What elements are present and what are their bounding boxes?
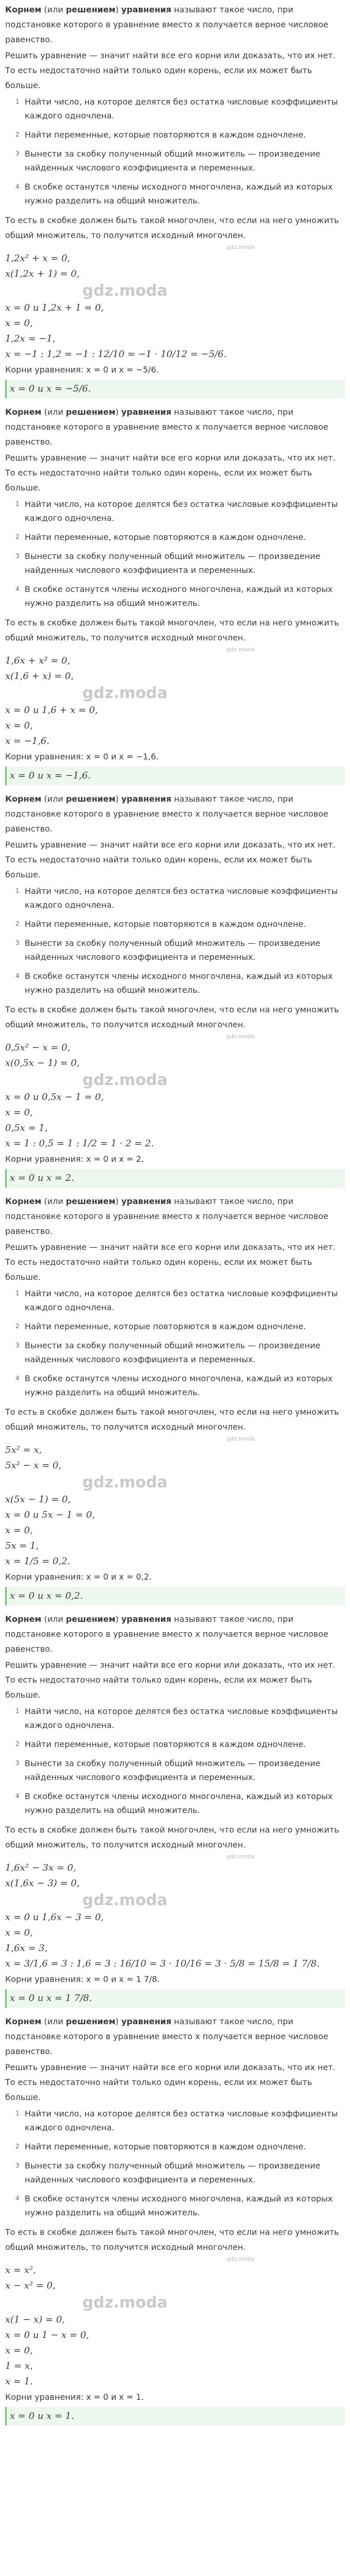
text-fragment: ) bbox=[115, 407, 121, 417]
step-item bbox=[16, 936, 345, 964]
roots-line: Корни уравнения: x = 0 и x = 0,2. bbox=[5, 1572, 152, 1582]
step-number: 1 bbox=[15, 500, 20, 507]
step-item bbox=[16, 582, 345, 610]
text-fragment: называют такое число, при подстановке которого в уравнение вместо x получается верное числовое равенство. bbox=[5, 1196, 328, 1236]
problem-block bbox=[0, 789, 350, 1192]
step-item bbox=[16, 530, 345, 544]
equation-line: x − x² = 0, bbox=[5, 2280, 56, 2291]
equation-line: 1,2x² + x = 0, bbox=[5, 253, 71, 264]
step-number: 3 bbox=[15, 1342, 20, 1349]
text-fragment: (или bbox=[41, 5, 66, 14]
roots-line: Корни уравнения: x = 0 и x = −5/6. bbox=[5, 365, 159, 375]
step-item bbox=[16, 147, 345, 175]
equation-line: x = 0 и 5x − 1 = 0, bbox=[5, 1510, 95, 1520]
text-fragment: (или bbox=[41, 2016, 66, 2026]
solve-paragraph: Решить уравнение — значит найти все его корни или доказать, что их нет. То есть недостаточно найти только один корень, если их может быть больше. bbox=[5, 453, 336, 493]
term-solution: решением bbox=[65, 1614, 116, 1624]
definition-paragraph bbox=[5, 1194, 345, 1239]
steps-list bbox=[5, 1704, 345, 1817]
text-fragment: называют такое число, при подстановке которого в уравнение вместо x получается верное числовое равенство. bbox=[5, 2016, 328, 2056]
equation-line: x = 0, bbox=[5, 1927, 33, 1938]
equation-line: 1,6x² − 3x = 0, bbox=[5, 1862, 76, 1873]
step-number: 4 bbox=[15, 585, 20, 592]
step-item bbox=[16, 2159, 345, 2187]
factor-paragraph: То есть в скобке должен быть такой многочлен, что если на него умножить общий множитель, то получится исходный многочлен. bbox=[5, 1407, 339, 1432]
equation-line: x = −1 : 1,2 = −1 : 12/10 = −1 · 10/12 = −5/6. bbox=[5, 349, 227, 360]
step-number: 4 bbox=[15, 972, 20, 979]
answer-box: x = 0 и x = 0,2. bbox=[5, 1587, 345, 1605]
equation-line: x = 3/1,6 = 3 : 1,6 = 3 : 16/10 = 3 · 10/16 = 3 · 5/8 = 15/8 = 1 7/8. bbox=[5, 1958, 320, 1969]
step-text: Найти число, на которое делятся без остатка числовые коэффициенты каждого одночлена. bbox=[25, 2109, 338, 2132]
step-text: Вынести за скобку полученный общий множитель — произведение найденных числового коэффициента и переменных. bbox=[25, 938, 321, 962]
roots-line: Корни уравнения: x = 0 и x = −1,6. bbox=[5, 752, 159, 761]
definition-paragraph bbox=[5, 2014, 345, 2059]
equation-line: x(1,6x − 3) = 0, bbox=[5, 1878, 80, 1889]
steps-list bbox=[5, 2107, 345, 2219]
watermark: gdz.moda bbox=[82, 282, 168, 300]
step-text: Найти переменные, которые повторяются в каждом одночлене. bbox=[25, 2142, 306, 2151]
equation-line: 5x² − x = 0, bbox=[5, 1460, 62, 1471]
step-number: 1 bbox=[15, 2110, 20, 2117]
step-text: В скобке останутся члены исходного многочлена, каждый из которых нужно разделить на общий множитель. bbox=[25, 971, 333, 995]
definition-paragraph bbox=[5, 791, 345, 836]
step-item bbox=[16, 497, 345, 525]
term-root: Корнем bbox=[5, 1614, 42, 1624]
step-item bbox=[16, 1737, 345, 1751]
problem-block bbox=[0, 2012, 350, 2430]
watermark-small: gdz.moda bbox=[226, 244, 255, 250]
answer-box: x = 0 и x = −1,6. bbox=[5, 767, 345, 785]
solve-paragraph: Решить уравнение — значит найти все его корни или доказать, что их нет. То есть недостаточно найти только один корень, если их может быть больше. bbox=[5, 50, 336, 90]
step-item bbox=[16, 1789, 345, 1817]
factor-paragraph: То есть в скобке должен быть такой многочлен, что если на него умножить общий множитель, то получится исходный многочлен. bbox=[5, 2227, 339, 2252]
step-item bbox=[16, 1371, 345, 1399]
step-text: Найти число, на которое делятся без остатка числовые коэффициенты каждого одночлена. bbox=[25, 1289, 338, 1312]
term-equation: уравнения bbox=[121, 794, 171, 804]
text-fragment: называют такое число, при подстановке которого в уравнение вместо x получается верное числовое равенство. bbox=[5, 1614, 328, 1654]
text-fragment: ) bbox=[115, 2016, 121, 2026]
term-equation: уравнения bbox=[121, 5, 171, 14]
equation-line: 1 = x, bbox=[5, 2361, 33, 2371]
equation-line: x = 1/5 = 0,2. bbox=[5, 1556, 71, 1567]
step-number: 1 bbox=[15, 98, 20, 105]
watermark: gdz.moda bbox=[82, 1071, 168, 1089]
watermark-small: gdz.moda bbox=[226, 2256, 255, 2262]
equation-line: 5x² = x, bbox=[5, 1445, 42, 1455]
step-number: 4 bbox=[15, 1792, 20, 1800]
step-text: Вынести за скобку полученный общий множитель — произведение найденных числового коэффициента и переменных. bbox=[25, 551, 321, 575]
equation-line: x = −1,6. bbox=[5, 736, 50, 747]
term-equation: уравнения bbox=[121, 1614, 171, 1624]
step-number: 2 bbox=[15, 131, 20, 138]
step-item bbox=[16, 884, 345, 912]
step-number: 2 bbox=[15, 920, 20, 927]
step-text: Найти переменные, которые повторяются в каждом одночлене. bbox=[25, 1321, 306, 1331]
watermark-small: gdz.moda bbox=[226, 1853, 255, 1860]
step-item bbox=[16, 2140, 345, 2154]
roots-line: Корни уравнения: x = 0 и x = 1 7/8. bbox=[5, 1974, 160, 1984]
steps-list bbox=[5, 95, 345, 208]
term-solution: решением bbox=[65, 2016, 116, 2026]
term-solution: решением bbox=[65, 1196, 116, 1206]
problem-block bbox=[0, 1609, 350, 2012]
step-text: Вынести за скобку полученный общий множитель — произведение найденных числового коэффициента и переменных. bbox=[25, 1758, 321, 1782]
step-text: Найти переменные, которые повторяются в каждом одночлене. bbox=[25, 532, 306, 542]
watermark-small: gdz.moda bbox=[226, 1033, 255, 1040]
step-item bbox=[16, 2107, 345, 2134]
step-text: Вынести за скобку полученный общий множитель — произведение найденных числового коэффициента и переменных. bbox=[25, 149, 321, 173]
factor-paragraph: То есть в скобке должен быть такой многочлен, что если на него умножить общий множитель, то получится исходный многочлен. bbox=[5, 215, 339, 240]
solve-paragraph: Решить уравнение — значит найти все его корни или доказать, что их нет. То есть недостаточно найти только один корень, если их может быть больше. bbox=[5, 1660, 336, 1700]
step-text: Найти число, на которое делятся без остатка числовые коэффициенты каждого одночлена. bbox=[25, 97, 338, 121]
step-number: 4 bbox=[15, 1375, 20, 1382]
step-text: Найти число, на которое делятся без остатка числовые коэффициенты каждого одночлена. bbox=[25, 886, 338, 910]
step-number: 3 bbox=[15, 939, 20, 946]
text-fragment: ) bbox=[115, 1614, 121, 1624]
watermark: gdz.moda bbox=[82, 1891, 168, 1909]
step-number: 4 bbox=[15, 183, 20, 190]
term-root: Корнем bbox=[5, 5, 42, 14]
equation-line: 0,5x = 1, bbox=[5, 1123, 48, 1133]
equation-line: x = 0 и 1,6x − 3 = 0, bbox=[5, 1912, 104, 1923]
step-text: В скобке останутся члены исходного многочлена, каждый из которых нужно разделить на общий множитель. bbox=[25, 2194, 333, 2217]
step-item bbox=[16, 1704, 345, 1732]
step-item bbox=[16, 1319, 345, 1333]
factor-paragraph: То есть в скобке должен быть такой многочлен, что если на него умножить общий множитель, то получится исходный многочлен. bbox=[5, 618, 339, 642]
equation-line: x = x², bbox=[5, 2265, 36, 2276]
term-solution: решением bbox=[65, 407, 116, 417]
solve-paragraph: Решить уравнение — значит найти все его корни или доказать, что их нет. То есть недостаточно найти только один корень, если их может быть больше. bbox=[5, 1242, 336, 1282]
step-number: 2 bbox=[15, 1323, 20, 1330]
definition-paragraph bbox=[5, 2, 345, 47]
step-text: Вынести за скобку полученный общий множитель — произведение найденных числового коэффициента и переменных. bbox=[25, 2161, 321, 2184]
equation-line: x = 0 и 1,2x + 1 = 0, bbox=[5, 302, 104, 313]
step-item bbox=[16, 2192, 345, 2219]
text-fragment: называют такое число, при подстановке которого в уравнение вместо x получается верное числовое равенство. bbox=[5, 5, 328, 44]
equation-line: x = 0, bbox=[5, 2345, 33, 2356]
equation-line: x = 0, bbox=[5, 1525, 33, 1536]
roots-line: Корни уравнения: x = 0 и x = 1. bbox=[5, 2392, 144, 2402]
step-text: В скобке останутся члены исходного многочлена, каждый из которых нужно разделить на общий множитель. bbox=[25, 182, 333, 206]
step-number: 3 bbox=[15, 552, 20, 560]
step-number: 4 bbox=[15, 2195, 20, 2202]
step-number: 3 bbox=[15, 2162, 20, 2169]
answer-box: x = 0 и x = 1. bbox=[5, 2407, 345, 2426]
step-item bbox=[16, 1286, 345, 1314]
step-item bbox=[16, 1338, 345, 1366]
problem-block bbox=[0, 0, 350, 402]
equation-line: 1,2x = −1, bbox=[5, 333, 56, 344]
term-root: Корнем bbox=[5, 794, 42, 804]
step-text: Вынести за скобку полученный общий множитель — произведение найденных числового коэффициента и переменных. bbox=[25, 1341, 321, 1364]
equation-line: x = 0, bbox=[5, 1107, 33, 1118]
step-text: Найти переменные, которые повторяются в каждом одночлене. bbox=[25, 919, 306, 929]
term-root: Корнем bbox=[5, 407, 42, 417]
watermark-small: gdz.moda bbox=[226, 646, 255, 653]
problem-block bbox=[0, 402, 350, 789]
equation-line: x(1,6 + x) = 0, bbox=[5, 671, 74, 682]
term-equation: уравнения bbox=[121, 2016, 171, 2026]
term-equation: уравнения bbox=[121, 1196, 171, 1206]
equation-line: x = 1 : 0,5 = 1 : 1/2 = 1 · 2 = 2. bbox=[5, 1138, 154, 1149]
equation-line: x(0,5x − 1) = 0, bbox=[5, 1058, 80, 1069]
watermark-small: gdz.moda bbox=[226, 1435, 255, 1442]
text-fragment: ) bbox=[115, 794, 121, 804]
equation-line: x = 0 и 1 − x = 0, bbox=[5, 2330, 89, 2341]
equation-line: x = 0 и 1,6 + x = 0, bbox=[5, 705, 98, 716]
answer-box: x = 0 и x = 2. bbox=[5, 1169, 345, 1188]
text-fragment: (или bbox=[41, 1614, 66, 1624]
step-number: 1 bbox=[15, 887, 20, 894]
step-text: В скобке останутся члены исходного многочлена, каждый из которых нужно разделить на общий множитель. bbox=[25, 1791, 333, 1815]
step-number: 2 bbox=[15, 2143, 20, 2150]
step-number: 1 bbox=[15, 1707, 20, 1715]
step-number: 2 bbox=[15, 533, 20, 540]
term-solution: решением bbox=[65, 794, 116, 804]
step-text: Найти число, на которое делятся без остатка числовые коэффициенты каждого одночлена. bbox=[25, 499, 338, 523]
solve-paragraph: Решить уравнение — значит найти все его корни или доказать, что их нет. То есть недостаточно найти только один корень, если их может быть больше. bbox=[5, 2062, 336, 2102]
answer-box: x = 0 и x = 1 7/8. bbox=[5, 1989, 345, 2008]
roots-line: Корни уравнения: x = 0 и x = 2. bbox=[5, 1154, 144, 1164]
step-number: 3 bbox=[15, 150, 20, 157]
factor-paragraph: То есть в скобке должен быть такой многочлен, что если на него умножить общий множитель, то получится исходный многочлен. bbox=[5, 1825, 339, 1850]
text-fragment: ) bbox=[115, 1196, 121, 1206]
watermark: gdz.moda bbox=[82, 2294, 168, 2312]
step-number: 3 bbox=[15, 1759, 20, 1767]
steps-list bbox=[5, 497, 345, 610]
step-item bbox=[16, 917, 345, 931]
text-fragment: (или bbox=[41, 1196, 66, 1206]
step-item bbox=[16, 1756, 345, 1784]
equation-line: x = 0 и 0,5x − 1 = 0, bbox=[5, 1092, 104, 1103]
equation-line: 0,5x² − x = 0, bbox=[5, 1042, 71, 1053]
equation-line: 5x = 1, bbox=[5, 1540, 39, 1551]
watermark: gdz.moda bbox=[82, 684, 168, 702]
step-text: Найти переменные, которые повторяются в каждом одночлене. bbox=[25, 1739, 306, 1749]
solve-paragraph: Решить уравнение — значит найти все его корни или доказать, что их нет. То есть недостаточно найти только один корень, если их может быть больше. bbox=[5, 840, 336, 879]
equation-line: x = 1. bbox=[5, 2376, 33, 2387]
steps-list bbox=[5, 884, 345, 997]
step-item bbox=[16, 969, 345, 997]
equation-line: x(1 − x) = 0, bbox=[5, 2314, 65, 2325]
text-fragment: (или bbox=[41, 794, 66, 804]
step-text: Найти число, на которое делятся без остатка числовые коэффициенты каждого одночлена. bbox=[25, 1706, 338, 1730]
equation-line: x = 0, bbox=[5, 720, 33, 731]
term-root: Корнем bbox=[5, 1196, 42, 1206]
equation-line: x(5x − 1) = 0, bbox=[5, 1494, 71, 1505]
term-root: Корнем bbox=[5, 2016, 42, 2026]
text-fragment: называют такое число, при подстановке которого в уравнение вместо x получается верное числовое равенство. bbox=[5, 407, 328, 447]
step-item bbox=[16, 549, 345, 577]
text-fragment: ) bbox=[115, 5, 121, 14]
text-fragment: называют такое число, при подстановке которого в уравнение вместо x получается верное числовое равенство. bbox=[5, 794, 328, 834]
equation-line: x = 0, bbox=[5, 318, 33, 329]
step-text: Найти переменные, которые повторяются в каждом одночлене. bbox=[25, 130, 306, 140]
step-text: В скобке останутся члены исходного многочлена, каждый из которых нужно разделить на общий множитель. bbox=[25, 584, 333, 608]
step-number: 2 bbox=[15, 1740, 20, 1748]
step-number: 1 bbox=[15, 1290, 20, 1297]
watermark: gdz.moda bbox=[82, 1473, 168, 1492]
steps-list bbox=[5, 1286, 345, 1399]
step-text: В скобке останутся члены исходного многочлена, каждый из которых нужно разделить на общий множитель. bbox=[25, 1374, 333, 1397]
definition-paragraph bbox=[5, 1612, 345, 1656]
term-equation: уравнения bbox=[121, 407, 171, 417]
equation-line: 1,6x = 3, bbox=[5, 1943, 48, 1954]
equation-line: x(1,2x + 1) = 0, bbox=[5, 268, 80, 279]
step-item bbox=[16, 180, 345, 208]
problem-block bbox=[0, 1192, 350, 1609]
step-item bbox=[16, 128, 345, 142]
answer-box: x = 0 и x = −5/6. bbox=[5, 380, 345, 398]
term-solution: решением bbox=[65, 5, 116, 14]
definition-paragraph bbox=[5, 404, 345, 449]
step-item bbox=[16, 95, 345, 123]
text-fragment: (или bbox=[41, 407, 66, 417]
factor-paragraph: То есть в скобке должен быть такой многочлен, что если на него умножить общий множитель, то получится исходный многочлен. bbox=[5, 1005, 339, 1029]
equation-line: 1,6x + x² = 0, bbox=[5, 655, 71, 666]
